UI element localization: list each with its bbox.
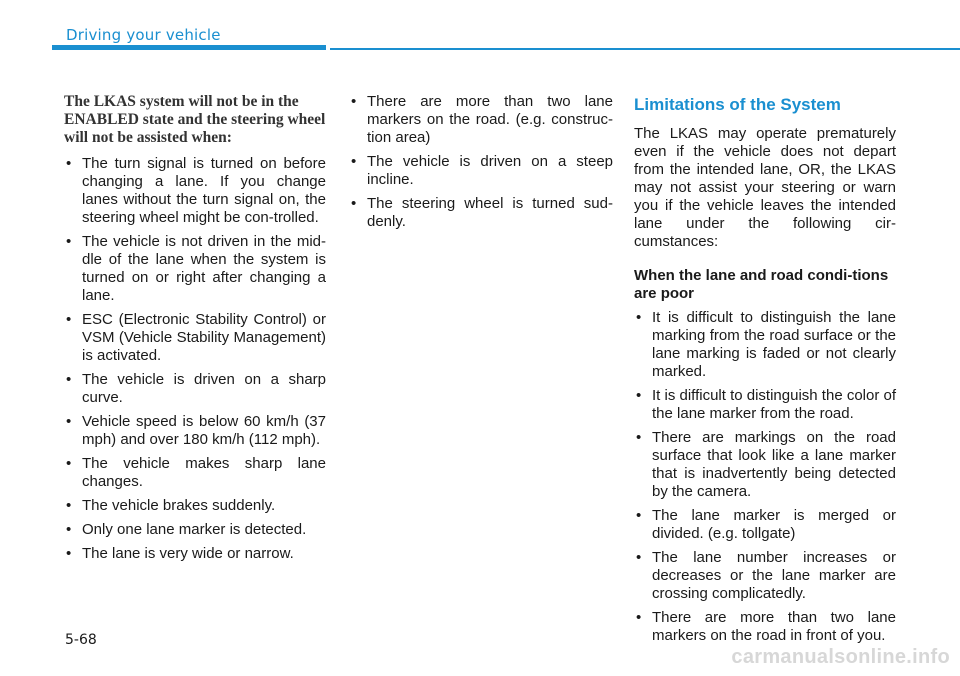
column-right <box>634 93 896 651</box>
list-item: • The lane number increases or decreases or the lane marker are crossing complicatedly. <box>636 549 896 602</box>
page-number: 5-68 <box>65 632 97 648</box>
section-title: Driving your vehicle <box>66 26 221 44</box>
bullet-icon: • <box>66 311 72 328</box>
bullet-icon: • <box>66 155 72 172</box>
lkas-not-enabled-heading: The LKAS system will not be in the ENABLED state and the steering wheel will not be assisted when: <box>64 93 326 146</box>
bullet-icon: • <box>636 309 642 326</box>
bullet-icon: • <box>66 233 72 250</box>
list-item: • There are more than two lane markers on the road. (e.g. construc-tion area) <box>351 93 613 146</box>
bullet-icon: • <box>66 521 72 538</box>
list-item: • It is difficult to distinguish the color of the lane marker from the road. <box>636 387 897 422</box>
bullet-icon: • <box>351 153 357 170</box>
list-item: • There are markings on the road surface that look like a lane marker that is inadvertently being detected by the camera. <box>636 429 896 500</box>
list-item: • The turn signal is turned on before changing a lane. If you change lanes without the turn signal on, the steering wheel might be con-trolled. <box>66 155 326 226</box>
bullet-icon: • <box>66 455 72 472</box>
header-rule-thick <box>52 45 326 50</box>
bullet-icon: • <box>351 93 357 110</box>
limitations-intro: The LKAS may operate prematurely even if the vehicle does not depart from the intended lane, OR, the LKAS may not assist your steering or warn you if the vehicle leaves the intended lane under the following cir-cumstances: <box>634 125 896 250</box>
list-item: • Vehicle speed is below 60 km/h (37 mph) and over 180 km/h (112 mph). <box>66 413 326 448</box>
list-item: • The lane marker is merged or divided. (e.g. tollgate) <box>636 507 896 542</box>
bullet-icon: • <box>66 545 72 562</box>
bullet-icon: • <box>636 387 642 404</box>
bullet-icon: • <box>636 507 642 524</box>
list-item: • There are more than two lane markers on the road in front of you. <box>636 609 896 644</box>
list-item: • The vehicle makes sharp lane changes. <box>66 455 326 490</box>
poor-conditions-subheading: When the lane and road condi-tions are poor <box>634 267 889 302</box>
column-middle <box>349 93 613 237</box>
header-rule-thin <box>330 48 960 50</box>
bullet-icon: • <box>351 195 357 212</box>
bullet-icon: • <box>66 413 72 430</box>
list-item: • The vehicle is not driven in the mid-dle of the lane when the system is turned on or right after changing a lane. <box>66 233 326 304</box>
bullet-icon: • <box>636 549 642 566</box>
watermark: carmanualsonline.info <box>731 646 950 668</box>
bullet-icon: • <box>636 609 642 626</box>
list-item: • The steering wheel is turned sud-denly. <box>351 195 613 230</box>
condition-list-continued <box>349 93 613 231</box>
bullet-icon: • <box>66 497 72 514</box>
limitations-title: Limitations of the System <box>634 95 841 114</box>
bullet-icon: • <box>66 371 72 388</box>
list-item: • The vehicle brakes suddenly. <box>66 497 276 514</box>
list-item: • The vehicle is driven on a steep incline. <box>351 153 613 188</box>
list-item: • ESC (Electronic Stability Control) or VSM (Vehicle Stability Management) is activated. <box>66 311 326 364</box>
bullet-icon: • <box>636 429 642 446</box>
list-item: • Only one lane marker is detected. <box>66 521 307 538</box>
limitations-list <box>634 309 896 645</box>
list-item: • The vehicle is driven on a sharp curve. <box>66 371 326 406</box>
condition-list <box>64 155 326 563</box>
list-item: • The lane is very wide or narrow. <box>66 545 294 562</box>
list-item: • It is difficult to distinguish the lane marking from the road surface or the lane marking is faded or not clearly marked. <box>636 309 896 380</box>
column-left <box>64 93 326 569</box>
